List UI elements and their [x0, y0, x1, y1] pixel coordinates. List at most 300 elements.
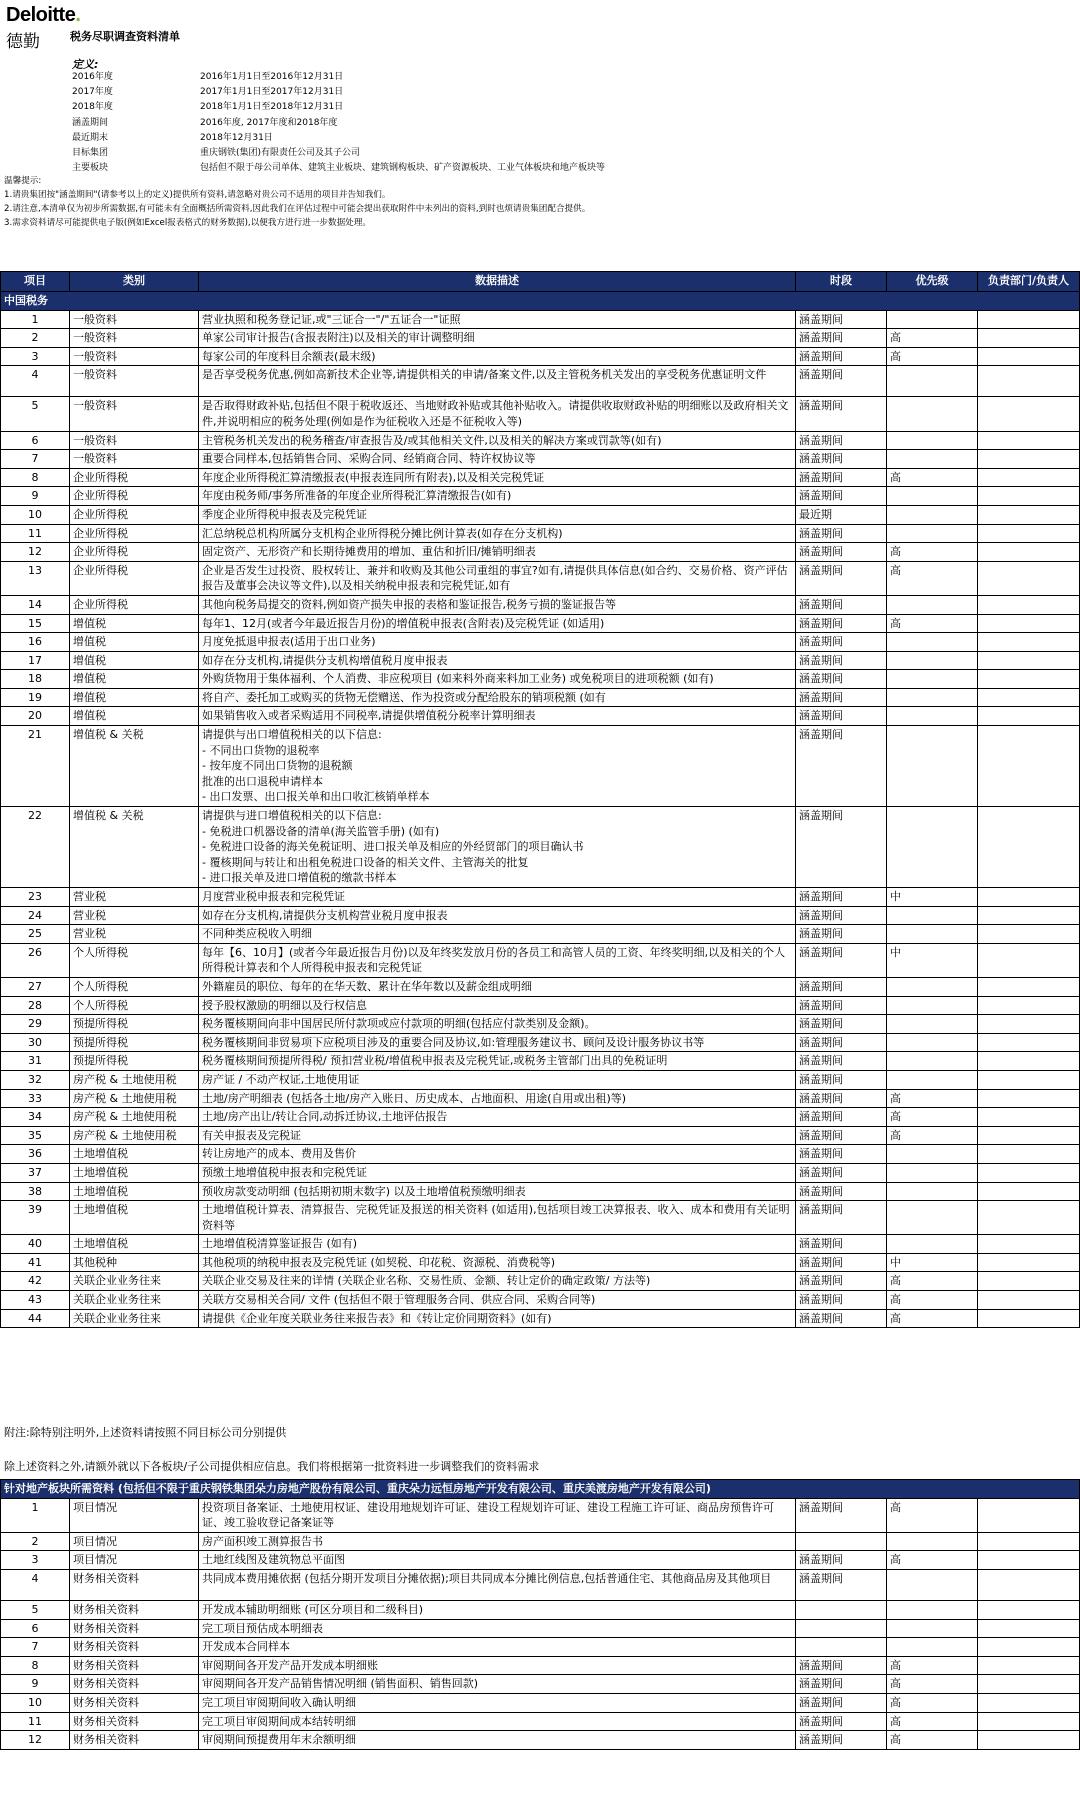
priority	[887, 1015, 978, 1034]
time-period: 涵盖期间	[796, 1070, 887, 1089]
definition-term: 2018年度	[72, 102, 113, 113]
owner-cell	[978, 310, 1080, 329]
category: 房产税 & 土地使用税	[70, 1070, 199, 1089]
time-period: 涵盖期间	[796, 1693, 887, 1712]
data-description: 如存在分支机构,请提供分支机构增值税月度申报表	[199, 651, 796, 670]
item-number: 25	[1, 925, 70, 944]
owner-cell	[978, 1126, 1080, 1145]
item-number: 24	[1, 906, 70, 925]
table-row	[1, 487, 1080, 506]
reminder-notes	[4, 174, 590, 230]
data-description: 完工项目预估成本明细表	[199, 1619, 796, 1638]
owner-cell	[978, 1291, 1080, 1310]
item-number: 7	[1, 450, 70, 469]
owner-cell	[978, 543, 1080, 562]
priority	[887, 977, 978, 996]
table-row	[1, 906, 1080, 925]
table-row	[1, 1052, 1080, 1071]
priority	[887, 1052, 978, 1071]
data-description: 有关申报表及完税证	[199, 1126, 796, 1145]
definitions-label: 定义:	[72, 58, 99, 71]
time-period: 涵盖期间	[796, 633, 887, 652]
item-number: 13	[1, 561, 70, 595]
data-description: 外籍雇员的职位、每年的在华天数、累计在华年数以及薪金组成明细	[199, 977, 796, 996]
priority: 高	[887, 561, 978, 595]
category: 一般资料	[70, 347, 199, 366]
priority: 高	[887, 1089, 978, 1108]
item-number: 23	[1, 888, 70, 907]
data-description: 土地增值税计算表、清算报告、完税凭证及报送的相关资料 (如适用),包括项目竣工决算报表、收入、成本和费用有关证明资料等	[199, 1201, 796, 1235]
category: 一般资料	[70, 450, 199, 469]
owner-cell	[978, 1015, 1080, 1034]
reminder-line: 2.请注意,本清单仅为初步所需数据,有可能未有全面概括所需资料,因此我们在评估过程中可能会提出获取附件中未列出的资料,到时也烦请贵集团配合提供。	[4, 204, 591, 214]
category: 财务相关资料	[70, 1693, 199, 1712]
data-description: 审阅期间预提费用年末余额明细	[199, 1731, 796, 1750]
category: 增值税	[70, 670, 199, 689]
priority	[887, 505, 978, 524]
item-number: 36	[1, 1145, 70, 1164]
data-description: 土地增值税清算鉴证报告 (如有)	[199, 1235, 796, 1254]
column-header: 优先级	[887, 272, 978, 292]
owner-cell	[978, 561, 1080, 595]
table-row	[1, 1070, 1080, 1089]
owner-cell	[978, 1309, 1080, 1328]
data-description: 土地红线图及建筑物总平面图	[199, 1551, 796, 1570]
table-row	[1, 1656, 1080, 1675]
owner-cell	[978, 1569, 1080, 1600]
data-description: 税务覆核期间预提所得税/ 预扣营业税/增值税申报表及完税凭证,或税务主管部门出具的免税证明	[199, 1052, 796, 1071]
item-number: 21	[1, 726, 70, 807]
reminder-line: 温馨提示:	[4, 176, 42, 186]
data-description: 完工项目审阅期间成本结转明细	[199, 1712, 796, 1731]
category: 财务相关资料	[70, 1656, 199, 1675]
category: 一般资料	[70, 397, 199, 431]
document-header	[0, 0, 1080, 262]
table-row	[1, 1693, 1080, 1712]
owner-cell	[978, 487, 1080, 506]
time-period: 涵盖期间	[796, 1145, 887, 1164]
priority	[887, 310, 978, 329]
definition-row	[72, 100, 605, 115]
category: 个人所得税	[70, 996, 199, 1015]
priority: 高	[887, 329, 978, 348]
priority	[887, 397, 978, 431]
owner-cell	[978, 925, 1080, 944]
priority	[887, 996, 978, 1015]
data-description: 房产面积竣工测算报告书	[199, 1532, 796, 1551]
owner-cell	[978, 347, 1080, 366]
owner-cell	[978, 906, 1080, 925]
item-number: 5	[1, 397, 70, 431]
table-row	[1, 1291, 1080, 1310]
priority	[887, 431, 978, 450]
data-description: 其他向税务局提交的资料,例如资产损失申报的表格和鉴证报告,税务亏损的鉴证报告等	[199, 595, 796, 614]
column-header: 数据描述	[199, 272, 796, 292]
definition-row	[72, 146, 605, 161]
footnote: 附注:除特别注明外,上述资料请按照不同目标公司分别提供	[4, 1426, 287, 1439]
table-row	[1, 468, 1080, 487]
priority	[887, 1033, 978, 1052]
time-period: 涵盖期间	[796, 1052, 887, 1071]
data-description: 税务覆核期间向非中国居民所付款项或应付款项的明细(包括应付款类别及金额)。	[199, 1015, 796, 1034]
owner-cell	[978, 1712, 1080, 1731]
item-number: 38	[1, 1182, 70, 1201]
category: 项目情况	[70, 1551, 199, 1570]
item-number: 37	[1, 1163, 70, 1182]
section-title: 针对地产板块所需资料 (包括但不限于重庆钢铁集团朵力房地产股份有限公司、重庆朵力远恒房地产开发有限公司、重庆美渡房地产开发有限公司)	[1, 1480, 1080, 1499]
item-number: 20	[1, 707, 70, 726]
priority	[887, 450, 978, 469]
table-row	[1, 888, 1080, 907]
priority: 中	[887, 943, 978, 977]
table-row	[1, 1675, 1080, 1694]
definition-value: 2018年12月31日	[200, 132, 273, 143]
category: 土地增值税	[70, 1163, 199, 1182]
owner-cell	[978, 329, 1080, 348]
table-row	[1, 450, 1080, 469]
item-number: 16	[1, 633, 70, 652]
table-row	[1, 726, 1080, 807]
time-period: 涵盖期间	[796, 1656, 887, 1675]
category: 预提所得税	[70, 1015, 199, 1034]
table-row	[1, 1712, 1080, 1731]
deloitte-logo: Deloitte.	[6, 4, 81, 26]
priority	[887, 1532, 978, 1551]
owner-cell	[978, 614, 1080, 633]
item-number: 31	[1, 1052, 70, 1071]
time-period	[796, 1638, 887, 1657]
category: 营业税	[70, 925, 199, 944]
data-description: 将自产、委托加工或购买的货物无偿赠送、作为投资或分配给股东的销项税额 (如有	[199, 688, 796, 707]
priority: 高	[887, 468, 978, 487]
priority: 高	[887, 1693, 978, 1712]
definition-value: 重庆钢铁(集团)有限责任公司及其子公司	[200, 148, 361, 159]
category: 财务相关资料	[70, 1712, 199, 1731]
table-row	[1, 397, 1080, 431]
table-row	[1, 1731, 1080, 1750]
reminder-line: 1.请贵集团按"涵盖期间"(请参考以上的定义)提供所有资料,请忽略对贵公司不适用的项目并告知我们。	[4, 190, 391, 200]
table-row	[1, 1126, 1080, 1145]
owner-cell	[978, 1253, 1080, 1272]
data-description: 单家公司审计报告(含报表附注)以及相关的审计调整明细	[199, 329, 796, 348]
category: 增值税	[70, 688, 199, 707]
owner-cell	[978, 595, 1080, 614]
owner-cell	[978, 1070, 1080, 1089]
data-description: 每家公司的年度科目余额表(最末级)	[199, 347, 796, 366]
column-header: 类别	[70, 272, 199, 292]
time-period: 涵盖期间	[796, 450, 887, 469]
item-number: 12	[1, 543, 70, 562]
table-row	[1, 651, 1080, 670]
section-row-real-estate	[1, 1480, 1080, 1499]
time-period: 涵盖期间	[796, 807, 887, 888]
time-period: 涵盖期间	[796, 1675, 887, 1694]
data-description: 土地/房产出让/转让合同,动拆迁协议,土地评估报告	[199, 1108, 796, 1127]
priority	[887, 595, 978, 614]
owner-cell	[978, 1108, 1080, 1127]
data-description: 预收房款变动明细 (包括期初期末数字) 以及土地增值税预缴明细表	[199, 1182, 796, 1201]
time-period: 涵盖期间	[796, 1272, 887, 1291]
document-title: 税务尽职调查资料清单	[70, 30, 180, 43]
category: 一般资料	[70, 329, 199, 348]
priority	[887, 906, 978, 925]
category: 增值税 & 关税	[70, 807, 199, 888]
item-number: 33	[1, 1089, 70, 1108]
priority	[887, 707, 978, 726]
owner-cell	[978, 1675, 1080, 1694]
data-description: 年度由税务师/事务所准备的年度企业所得税汇算清缴报告(如有)	[199, 487, 796, 506]
category: 增值税	[70, 614, 199, 633]
table-row	[1, 943, 1080, 977]
priority: 高	[887, 1712, 978, 1731]
category: 财务相关资料	[70, 1638, 199, 1657]
item-number: 15	[1, 614, 70, 633]
owner-cell	[978, 524, 1080, 543]
item-number: 9	[1, 487, 70, 506]
item-number: 35	[1, 1126, 70, 1145]
priority	[887, 1182, 978, 1201]
owner-cell	[978, 450, 1080, 469]
reminder-line: 3.需求资料请尽可能提供电子版(例如Excel报表格式的财务数据),以便我方进行进一步数据处理。	[4, 218, 371, 228]
table-header-row	[1, 272, 1080, 292]
table-row	[1, 1163, 1080, 1182]
data-description: 是否取得财政补贴,包括但不限于税收返还、当地财政补贴或其他补贴收入。请提供收取财政补贴的明细账以及政府相关文件,并说明相应的税务处理(例如是作为征税收入还是不征税收入等)	[199, 397, 796, 431]
category: 土地增值税	[70, 1182, 199, 1201]
priority	[887, 1569, 978, 1600]
section-title: 中国税务	[1, 292, 1080, 311]
time-period: 涵盖期间	[796, 366, 887, 397]
data-description: 年度企业所得税汇算清缴报表(申报表连同所有附表),以及相关完税凭证	[199, 468, 796, 487]
table-row	[1, 1235, 1080, 1254]
item-number: 6	[1, 1619, 70, 1638]
time-period: 涵盖期间	[796, 1235, 887, 1254]
category: 关联企业业务往来	[70, 1272, 199, 1291]
time-period: 涵盖期间	[796, 1182, 887, 1201]
time-period: 涵盖期间	[796, 431, 887, 450]
owner-cell	[978, 1235, 1080, 1254]
definition-term: 主要板块	[72, 163, 109, 174]
table-row	[1, 614, 1080, 633]
tax-checklist-table	[0, 271, 1080, 1328]
priority	[887, 651, 978, 670]
priority	[887, 670, 978, 689]
time-period: 涵盖期间	[796, 1309, 887, 1328]
item-number: 17	[1, 651, 70, 670]
priority	[887, 487, 978, 506]
item-number: 3	[1, 1551, 70, 1570]
table-row	[1, 543, 1080, 562]
owner-cell	[978, 688, 1080, 707]
data-description: 是否享受税务优惠,例如高新技术企业等,请提供相关的申请/备案文件,以及主管税务机关发出的享受税务优惠证明文件	[199, 366, 796, 397]
item-number: 19	[1, 688, 70, 707]
priority: 高	[887, 1675, 978, 1694]
table-row	[1, 633, 1080, 652]
data-description: 季度企业所得税申报表及完税凭证	[199, 505, 796, 524]
definition-row	[72, 116, 605, 131]
priority: 高	[887, 1126, 978, 1145]
definition-term: 最近期末	[72, 132, 109, 143]
table-row	[1, 707, 1080, 726]
time-period: 涵盖期间	[796, 925, 887, 944]
definition-term: 2016年度	[72, 72, 113, 82]
table-row	[1, 1272, 1080, 1291]
data-description: 月度免抵退申报表(适用于出口业务)	[199, 633, 796, 652]
time-period: 涵盖期间	[796, 614, 887, 633]
table-row	[1, 1015, 1080, 1034]
category: 房产税 & 土地使用税	[70, 1089, 199, 1108]
table-row	[1, 1033, 1080, 1052]
owner-cell	[978, 1551, 1080, 1570]
table-row	[1, 1201, 1080, 1235]
time-period: 涵盖期间	[796, 1089, 887, 1108]
data-description: 重要合同样本,包括销售合同、采购合同、经销商合同、特许权协议等	[199, 450, 796, 469]
item-number: 14	[1, 595, 70, 614]
owner-cell	[978, 943, 1080, 977]
priority: 高	[887, 1656, 978, 1675]
table-row	[1, 1532, 1080, 1551]
category: 财务相关资料	[70, 1600, 199, 1619]
owner-cell	[978, 397, 1080, 431]
data-description: 预缴土地增值税申报表和完税凭证	[199, 1163, 796, 1182]
time-period: 涵盖期间	[796, 688, 887, 707]
owner-cell	[978, 1052, 1080, 1071]
category: 一般资料	[70, 310, 199, 329]
table-row	[1, 1498, 1080, 1532]
definition-value: 2018年1月1日至2018年12月31日	[200, 102, 344, 113]
category: 企业所得税	[70, 543, 199, 562]
data-description: 其他税项的纳税申报表及完税凭证 (如契税、印花税、资源税、消费税等)	[199, 1253, 796, 1272]
table-row	[1, 347, 1080, 366]
item-number: 26	[1, 943, 70, 977]
owner-cell	[978, 505, 1080, 524]
table-row	[1, 310, 1080, 329]
data-description: 请提供与出口增值税相关的以下信息: - 不同出口货物的退税率 - 按年度不同出口货物的退税额 批准的出口退税申请样本 - 出口发票、出口报关单和出口收汇核销单样本	[199, 726, 796, 807]
category: 关联企业业务往来	[70, 1291, 199, 1310]
priority	[887, 1619, 978, 1638]
data-description: 每年1、12月(或者今年最近报告月份)的增值税申报表(含附表)及完税凭证 (如适用)	[199, 614, 796, 633]
data-description: 如存在分支机构,请提供分支机构营业税月度申报表	[199, 906, 796, 925]
priority	[887, 1638, 978, 1657]
table-row	[1, 1551, 1080, 1570]
table-row	[1, 925, 1080, 944]
category: 房产税 & 土地使用税	[70, 1126, 199, 1145]
owner-cell	[978, 726, 1080, 807]
definition-value: 2016年度, 2017年度和2018年度	[200, 117, 338, 128]
data-description: 主管税务机关发出的税务稽查/审查报告及/或其他相关文件,以及相关的解决方案或罚款等(如有)	[199, 431, 796, 450]
owner-cell	[978, 977, 1080, 996]
category: 财务相关资料	[70, 1619, 199, 1638]
table-row	[1, 688, 1080, 707]
item-number: 41	[1, 1253, 70, 1272]
time-period: 涵盖期间	[796, 1015, 887, 1034]
time-period: 涵盖期间	[796, 888, 887, 907]
item-number: 4	[1, 1569, 70, 1600]
priority	[887, 1145, 978, 1164]
category: 个人所得税	[70, 943, 199, 977]
time-period: 涵盖期间	[796, 670, 887, 689]
category: 企业所得税	[70, 595, 199, 614]
definition-term: 涵盖期间	[72, 117, 109, 128]
item-number: 30	[1, 1033, 70, 1052]
priority	[887, 807, 978, 888]
item-number: 22	[1, 807, 70, 888]
priority	[887, 688, 978, 707]
priority: 高	[887, 543, 978, 562]
category: 增值税	[70, 633, 199, 652]
item-number: 10	[1, 1693, 70, 1712]
category: 关联企业业务往来	[70, 1309, 199, 1328]
priority: 中	[887, 888, 978, 907]
time-period: 涵盖期间	[796, 1108, 887, 1127]
time-period: 涵盖期间	[796, 1498, 887, 1532]
item-number: 9	[1, 1675, 70, 1694]
category: 土地增值税	[70, 1201, 199, 1235]
item-number: 11	[1, 1712, 70, 1731]
category: 企业所得税	[70, 487, 199, 506]
priority	[887, 1201, 978, 1235]
priority: 高	[887, 1731, 978, 1750]
priority	[887, 633, 978, 652]
time-period: 涵盖期间	[796, 595, 887, 614]
category: 预提所得税	[70, 1052, 199, 1071]
data-description: 不同种类应税收入明细	[199, 925, 796, 944]
table-row	[1, 561, 1080, 595]
time-period	[796, 1600, 887, 1619]
category: 土地增值税	[70, 1145, 199, 1164]
item-number: 44	[1, 1309, 70, 1328]
category: 财务相关资料	[70, 1731, 199, 1750]
definition-value: 2016年1月1日至2016年12月31日	[200, 72, 344, 82]
additional-request-note: 除上述资料之外,请额外就以下各板块/子公司提供相应信息。我们将根据第一批资料进一步调整我们的资料需求	[4, 1460, 540, 1473]
owner-cell	[978, 431, 1080, 450]
item-number: 28	[1, 996, 70, 1015]
owner-cell	[978, 1731, 1080, 1750]
item-number: 1	[1, 1498, 70, 1532]
item-number: 1	[1, 310, 70, 329]
owner-cell	[978, 1089, 1080, 1108]
priority	[887, 524, 978, 543]
data-description: 汇总纳税总机构所属分支机构企业所得税分摊比例计算表(如存在分支机构)	[199, 524, 796, 543]
owner-cell	[978, 1201, 1080, 1235]
time-period: 涵盖期间	[796, 487, 887, 506]
time-period: 最近期	[796, 505, 887, 524]
item-number: 2	[1, 1532, 70, 1551]
time-period: 涵盖期间	[796, 1201, 887, 1235]
table-row	[1, 1569, 1080, 1600]
table-row	[1, 1108, 1080, 1127]
time-period: 涵盖期间	[796, 397, 887, 431]
owner-cell	[978, 366, 1080, 397]
owner-cell	[978, 1163, 1080, 1182]
priority	[887, 1235, 978, 1254]
priority	[887, 366, 978, 397]
table-row	[1, 1600, 1080, 1619]
data-description: 营业执照和税务登记证,或"三证合一"/"五证合一"证照	[199, 310, 796, 329]
logo-chinese: 德勤	[6, 32, 40, 52]
item-number: 5	[1, 1600, 70, 1619]
table-row	[1, 524, 1080, 543]
time-period: 涵盖期间	[796, 996, 887, 1015]
priority: 高	[887, 1272, 978, 1291]
category: 企业所得税	[70, 505, 199, 524]
table-row	[1, 366, 1080, 397]
definition-value: 2017年1月1日至2017年12月31日	[200, 87, 344, 98]
item-number: 27	[1, 977, 70, 996]
category: 其他税种	[70, 1253, 199, 1272]
time-period: 涵盖期间	[796, 347, 887, 366]
table-row	[1, 996, 1080, 1015]
category: 营业税	[70, 906, 199, 925]
